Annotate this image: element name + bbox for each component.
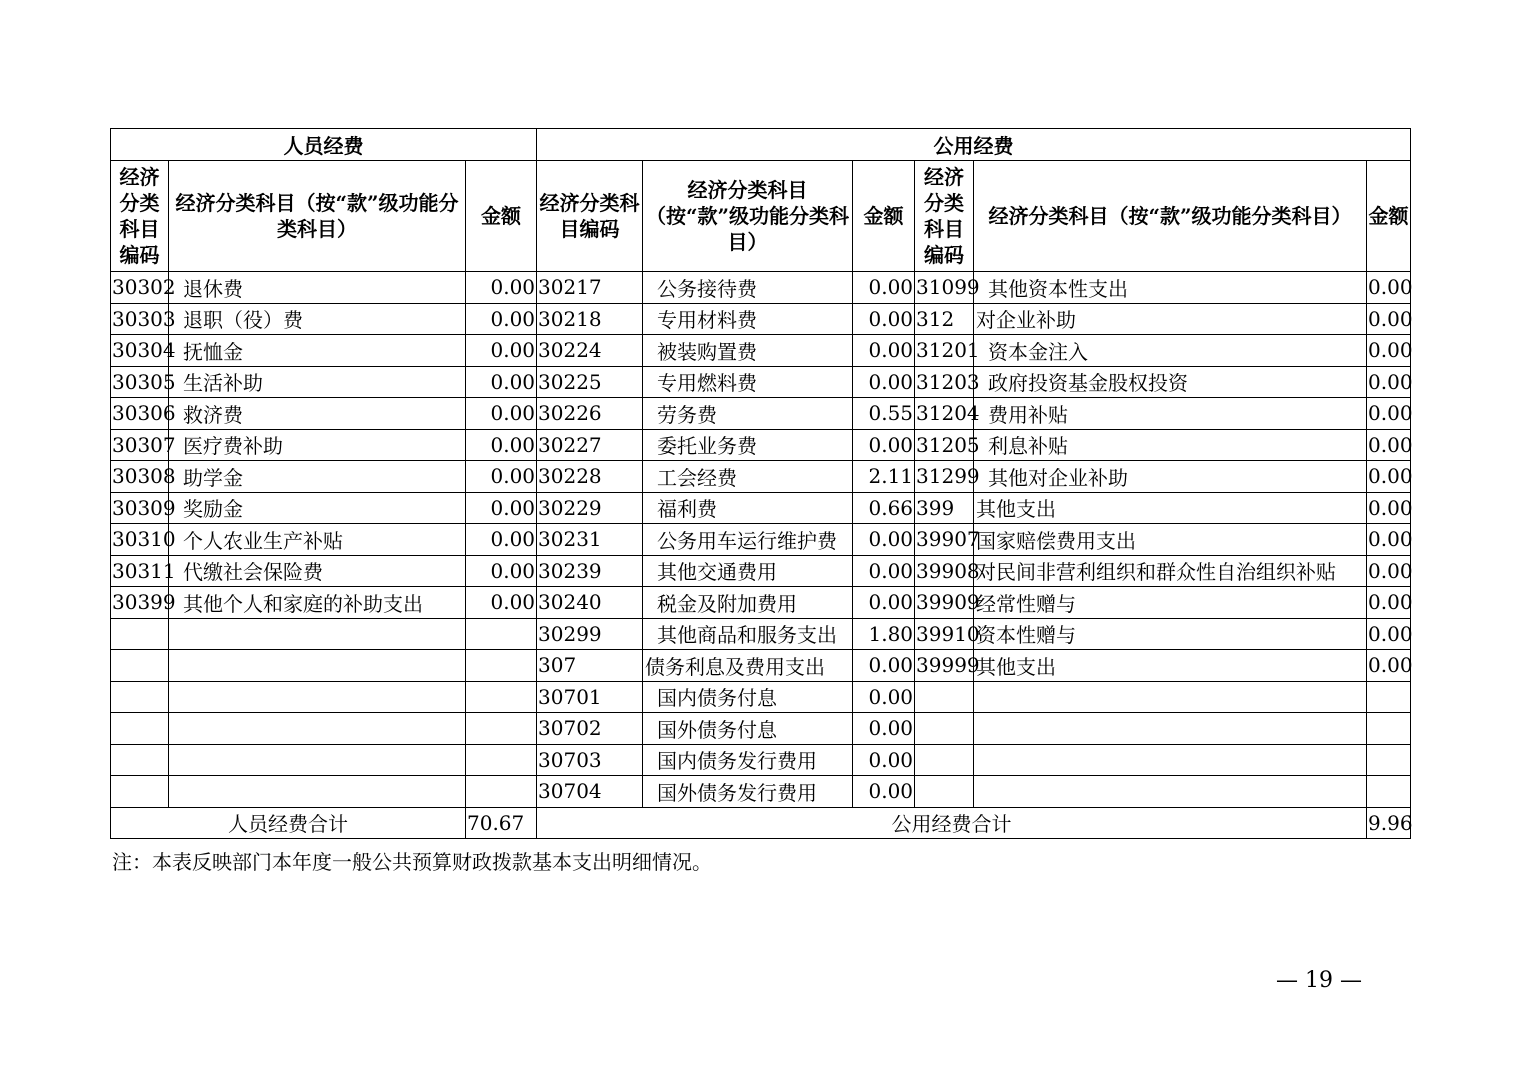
cell-h-code: 31299: [915, 461, 974, 493]
cell-p-code: 30303: [111, 303, 169, 335]
page-number: — 19 —: [1276, 968, 1362, 993]
cell-p-amount: 0.00: [466, 492, 537, 524]
cell-h-name: [974, 776, 1367, 808]
cell-h-amount: [1367, 713, 1411, 745]
cell-p-code: 30309: [111, 492, 169, 524]
cell-g-code: 30701: [537, 681, 643, 713]
cell-h-amount: 0.00: [1367, 461, 1411, 493]
cell-h-name: 政府投资基金股权投资: [974, 366, 1367, 398]
cell-p-name: [169, 776, 466, 808]
cell-p-name: [169, 681, 466, 713]
cell-h-amount: 0.00: [1367, 650, 1411, 682]
cell-p-name: 其他个人和家庭的补助支出: [169, 587, 466, 619]
budget-detail-table: [110, 128, 1411, 839]
cell-g-name: 专用材料费: [643, 303, 853, 335]
cell-h-amount: 0.00: [1367, 335, 1411, 367]
cell-g-amount: 0.00: [853, 587, 915, 619]
cell-h-code: 39908: [915, 555, 974, 587]
cell-p-code: 30306: [111, 398, 169, 430]
cell-g-name: 国外债务发行费用: [643, 776, 853, 808]
cell-h-name: 其他支出: [974, 492, 1367, 524]
cell-h-name: 国家赔偿费用支出: [974, 524, 1367, 556]
table-row: [111, 744, 1411, 776]
cell-p-amount: 0.00: [466, 461, 537, 493]
cell-g-name: 专用燃料费: [643, 366, 853, 398]
cell-p-amount: 0.00: [466, 303, 537, 335]
cell-p-code: [111, 618, 169, 650]
cell-p-name: 医疗费补助: [169, 429, 466, 461]
cell-h-name: 经常性赠与: [974, 587, 1367, 619]
cell-g-name: 福利费: [643, 492, 853, 524]
section-public: 公用经费: [537, 129, 1411, 161]
cell-h-amount: 0.00: [1367, 524, 1411, 556]
cell-h-code: [915, 713, 974, 745]
cell-p-name: 奖励金: [169, 492, 466, 524]
header-g-amount: 金额: [853, 161, 915, 272]
cell-h-name: 其他对企业补助: [974, 461, 1367, 493]
cell-p-name: 救济费: [169, 398, 466, 430]
cell-g-code: 30240: [537, 587, 643, 619]
cell-g-code: 307: [537, 650, 643, 682]
cell-h-name: 费用补贴: [974, 398, 1367, 430]
personnel-total-label: 人员经费合计: [111, 807, 466, 839]
header-p-name: 经济分类科目（按“款”级功能分类科目）: [169, 161, 466, 272]
cell-p-code: [111, 713, 169, 745]
totals-row: [111, 807, 1411, 839]
table-row: [111, 335, 1411, 367]
cell-h-name: 其他资本性支出: [974, 272, 1367, 304]
cell-g-name: 其他商品和服务支出: [643, 618, 853, 650]
table-row: [111, 524, 1411, 556]
table-row: [111, 366, 1411, 398]
header-h-amount: 金额: [1367, 161, 1411, 272]
cell-h-code: [915, 776, 974, 808]
cell-h-amount: 0.00: [1367, 492, 1411, 524]
cell-p-name: 生活补助: [169, 366, 466, 398]
personnel-total-value: 70.67: [466, 807, 537, 839]
cell-g-code: 30299: [537, 618, 643, 650]
cell-g-code: 30224: [537, 335, 643, 367]
cell-h-amount: [1367, 744, 1411, 776]
cell-g-name: 国内债务发行费用: [643, 744, 853, 776]
cell-g-code: 30218: [537, 303, 643, 335]
cell-g-code: 30231: [537, 524, 643, 556]
cell-g-amount: 0.00: [853, 303, 915, 335]
public-total-label: 公用经费合计: [537, 807, 1367, 839]
cell-h-amount: 0.00: [1367, 272, 1411, 304]
cell-h-name: [974, 681, 1367, 713]
cell-p-code: 30308: [111, 461, 169, 493]
cell-g-name: 委托业务费: [643, 429, 853, 461]
cell-g-code: 30226: [537, 398, 643, 430]
cell-p-amount: [466, 650, 537, 682]
cell-g-name: 公务接待费: [643, 272, 853, 304]
cell-g-name: 劳务费: [643, 398, 853, 430]
cell-g-amount: 0.00: [853, 429, 915, 461]
cell-p-amount: [466, 618, 537, 650]
cell-p-amount: 0.00: [466, 272, 537, 304]
cell-g-amount: 0.00: [853, 681, 915, 713]
cell-g-amount: 0.00: [853, 650, 915, 682]
cell-p-name: [169, 744, 466, 776]
cell-p-name: [169, 713, 466, 745]
cell-p-amount: 0.00: [466, 335, 537, 367]
cell-g-amount: 1.80: [853, 618, 915, 650]
cell-g-amount: 0.00: [853, 524, 915, 556]
cell-g-amount: 0.00: [853, 366, 915, 398]
cell-h-amount: 0.00: [1367, 366, 1411, 398]
cell-p-code: [111, 776, 169, 808]
cell-p-code: [111, 650, 169, 682]
cell-g-amount: 2.11: [853, 461, 915, 493]
cell-g-code: 30217: [537, 272, 643, 304]
cell-p-amount: 0.00: [466, 429, 537, 461]
cell-p-code: 30302: [111, 272, 169, 304]
header-h-name: 经济分类科目（按“款”级功能分类科目）: [974, 161, 1367, 272]
cell-p-name: [169, 650, 466, 682]
cell-h-amount: 0.00: [1367, 429, 1411, 461]
table-row: [111, 587, 1411, 619]
table-row: [111, 555, 1411, 587]
cell-h-amount: 0.00: [1367, 555, 1411, 587]
cell-g-code: 30227: [537, 429, 643, 461]
cell-h-name: [974, 713, 1367, 745]
cell-g-code: 30703: [537, 744, 643, 776]
cell-h-code: 39909: [915, 587, 974, 619]
cell-g-amount: 0.00: [853, 555, 915, 587]
cell-h-code: [915, 744, 974, 776]
cell-h-amount: [1367, 681, 1411, 713]
cell-g-amount: 0.00: [853, 272, 915, 304]
cell-g-code: 30704: [537, 776, 643, 808]
cell-g-amount: 0.55: [853, 398, 915, 430]
table-body: [111, 272, 1411, 808]
cell-h-code: [915, 681, 974, 713]
cell-p-amount: 0.00: [466, 555, 537, 587]
cell-p-code: [111, 681, 169, 713]
cell-g-name: 税金及附加费用: [643, 587, 853, 619]
cell-p-code: 30307: [111, 429, 169, 461]
column-header-row: [111, 161, 1411, 272]
cell-p-name: [169, 618, 466, 650]
cell-g-name: 公务用车运行维护费: [643, 524, 853, 556]
cell-p-amount: [466, 713, 537, 745]
table-row: [111, 303, 1411, 335]
table-row: [111, 650, 1411, 682]
cell-h-code: 31203: [915, 366, 974, 398]
cell-h-code: 31205: [915, 429, 974, 461]
cell-g-name: 其他交通费用: [643, 555, 853, 587]
cell-h-name: 资本性赠与: [974, 618, 1367, 650]
cell-p-amount: [466, 744, 537, 776]
table-row: [111, 398, 1411, 430]
cell-g-amount: 0.00: [853, 776, 915, 808]
cell-h-name: 资本金注入: [974, 335, 1367, 367]
cell-g-amount: 0.00: [853, 744, 915, 776]
cell-h-code: 399: [915, 492, 974, 524]
cell-p-name: 抚恤金: [169, 335, 466, 367]
header-g-name: 经济分类科目（按“款”级功能分类科目）: [643, 161, 853, 272]
cell-g-code: 30225: [537, 366, 643, 398]
cell-p-name: 个人农业生产补贴: [169, 524, 466, 556]
cell-h-code: 31099: [915, 272, 974, 304]
header-p-amount: 金额: [466, 161, 537, 272]
cell-g-name: 工会经费: [643, 461, 853, 493]
cell-g-code: 30229: [537, 492, 643, 524]
cell-p-name: 退休费: [169, 272, 466, 304]
cell-p-amount: 0.00: [466, 587, 537, 619]
cell-h-amount: 0.00: [1367, 618, 1411, 650]
cell-p-code: 30311: [111, 555, 169, 587]
header-g-code: 经济分类科目编码: [537, 161, 643, 272]
section-personnel: 人员经费: [111, 129, 537, 161]
cell-h-name: 对企业补助: [974, 303, 1367, 335]
cell-p-name: 助学金: [169, 461, 466, 493]
cell-h-code: 31204: [915, 398, 974, 430]
table-row: [111, 681, 1411, 713]
table-row: [111, 461, 1411, 493]
cell-h-code: 39999: [915, 650, 974, 682]
cell-g-code: 30702: [537, 713, 643, 745]
table-row: [111, 618, 1411, 650]
cell-h-amount: 0.00: [1367, 398, 1411, 430]
section-header-row: [111, 129, 1411, 161]
cell-g-amount: 0.00: [853, 713, 915, 745]
table-row: [111, 713, 1411, 745]
cell-p-amount: 0.00: [466, 398, 537, 430]
cell-p-code: 30305: [111, 366, 169, 398]
public-total-value: 9.96: [1367, 807, 1411, 839]
cell-g-name: 国内债务付息: [643, 681, 853, 713]
cell-g-amount: 0.00: [853, 335, 915, 367]
cell-h-name: 其他支出: [974, 650, 1367, 682]
cell-p-amount: 0.00: [466, 366, 537, 398]
cell-p-code: [111, 744, 169, 776]
cell-h-name: 对民间非营利组织和群众性自治组织补贴: [974, 555, 1367, 587]
cell-g-name: 债务利息及费用支出: [643, 650, 853, 682]
cell-h-code: 31201: [915, 335, 974, 367]
cell-p-code: 30399: [111, 587, 169, 619]
header-h-code: 经济分类科目编码: [915, 161, 974, 272]
table-row: [111, 492, 1411, 524]
cell-h-name: [974, 744, 1367, 776]
cell-p-amount: [466, 776, 537, 808]
cell-h-code: 39910: [915, 618, 974, 650]
cell-p-amount: 0.00: [466, 524, 537, 556]
cell-p-code: 30310: [111, 524, 169, 556]
header-p-code: 经济分类科目编码: [111, 161, 169, 272]
cell-p-name: 退职（役）费: [169, 303, 466, 335]
cell-p-name: 代缴社会保险费: [169, 555, 466, 587]
cell-h-name: 利息补贴: [974, 429, 1367, 461]
cell-p-amount: [466, 681, 537, 713]
cell-g-amount: 0.66: [853, 492, 915, 524]
cell-h-code: 39907: [915, 524, 974, 556]
table-row: [111, 776, 1411, 808]
cell-g-code: 30239: [537, 555, 643, 587]
cell-h-amount: [1367, 776, 1411, 808]
cell-g-name: 国外债务付息: [643, 713, 853, 745]
cell-h-code: 312: [915, 303, 974, 335]
cell-g-name: 被装购置费: [643, 335, 853, 367]
cell-h-amount: 0.00: [1367, 587, 1411, 619]
cell-h-amount: 0.00: [1367, 303, 1411, 335]
table-row: [111, 272, 1411, 304]
table-row: [111, 429, 1411, 461]
cell-p-code: 30304: [111, 335, 169, 367]
cell-g-code: 30228: [537, 461, 643, 493]
table-note: 注：本表反映部门本年度一般公共预算财政拨款基本支出明细情况。: [112, 850, 712, 874]
